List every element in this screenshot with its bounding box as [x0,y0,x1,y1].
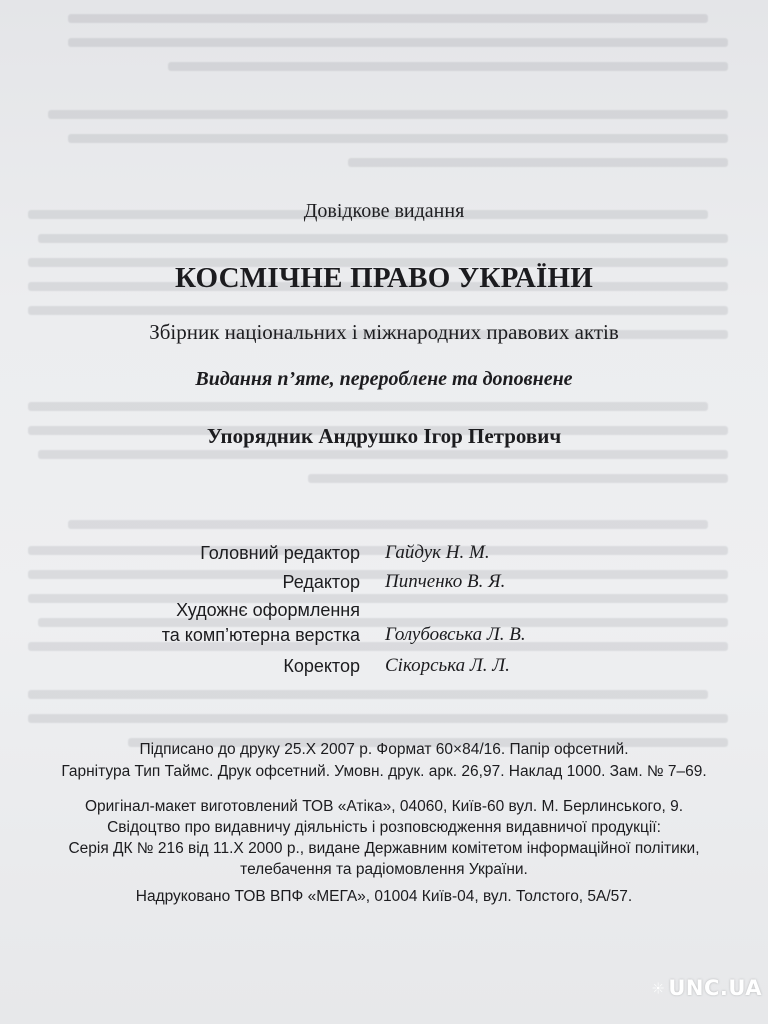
staff-name-layout: Голубовська Л. В. [385,624,526,645]
watermark-text: UNC.UA [668,976,762,1000]
staff-role-editor: Редактор [282,572,360,592]
book-title: КОСМІЧНЕ ПРАВО УКРАЇНИ [175,262,593,294]
publication-type: Довідкове видання [303,200,465,222]
staff-name-chief-editor: Гайдук Н. М. [385,542,490,563]
book-subtitle: Збірник національних і міжнародних правових актів [149,320,619,344]
imprint-printer-line: Надруковано ТОВ ВПФ «МЕГА», 01004 Київ-04, вул. Толстого, 5А/57. [135,888,633,905]
staff-role-design: Художнє оформлення [176,600,360,620]
staff-role-proofreader: Коректор [283,656,360,676]
imprint-print-line-1: Підписано до друку 25.X 2007 р. Формат 60×84/16. Папір офсетний. [139,741,629,758]
staff-role-layout: та комп’ютерна верстка [161,625,360,645]
edition-note: Видання п’яте, перероблене та доповнене [195,368,573,390]
staff-role-chief-editor: Головний редактор [200,543,360,563]
imprint-certificate-line-1: Свідоцтво про видавничу діяльність і розповсюдження видавничої продукції: [107,819,661,836]
imprint-print-line-2: Гарнітура Тип Таймс. Друк офсетний. Умовн. друк. арк. 26,97. Наклад 1000. Зам. № 7–69. [61,763,707,780]
imprint-certificate-line-2: Серія ДК № 216 від 11.X 2000 р., видане Державним комітетом інформаційної політики, [68,840,700,857]
imprint-layout-line: Оригінал-макет виготовлений ТОВ «Атіка», 04060, Київ-60 вул. М. Берлинського, 9. [84,798,684,815]
imprint-certificate-line-3: телебачення та радіомовлення України. [240,861,528,878]
staff-name-editor: Пипченко В. Я. [385,571,506,592]
compiler-line: Упорядник Андрушко Ігор Петрович [206,424,562,448]
sunburst-icon [652,973,664,1003]
staff-name-proofreader: Сікорська Л. Л. [385,655,510,676]
watermark [652,966,762,1010]
